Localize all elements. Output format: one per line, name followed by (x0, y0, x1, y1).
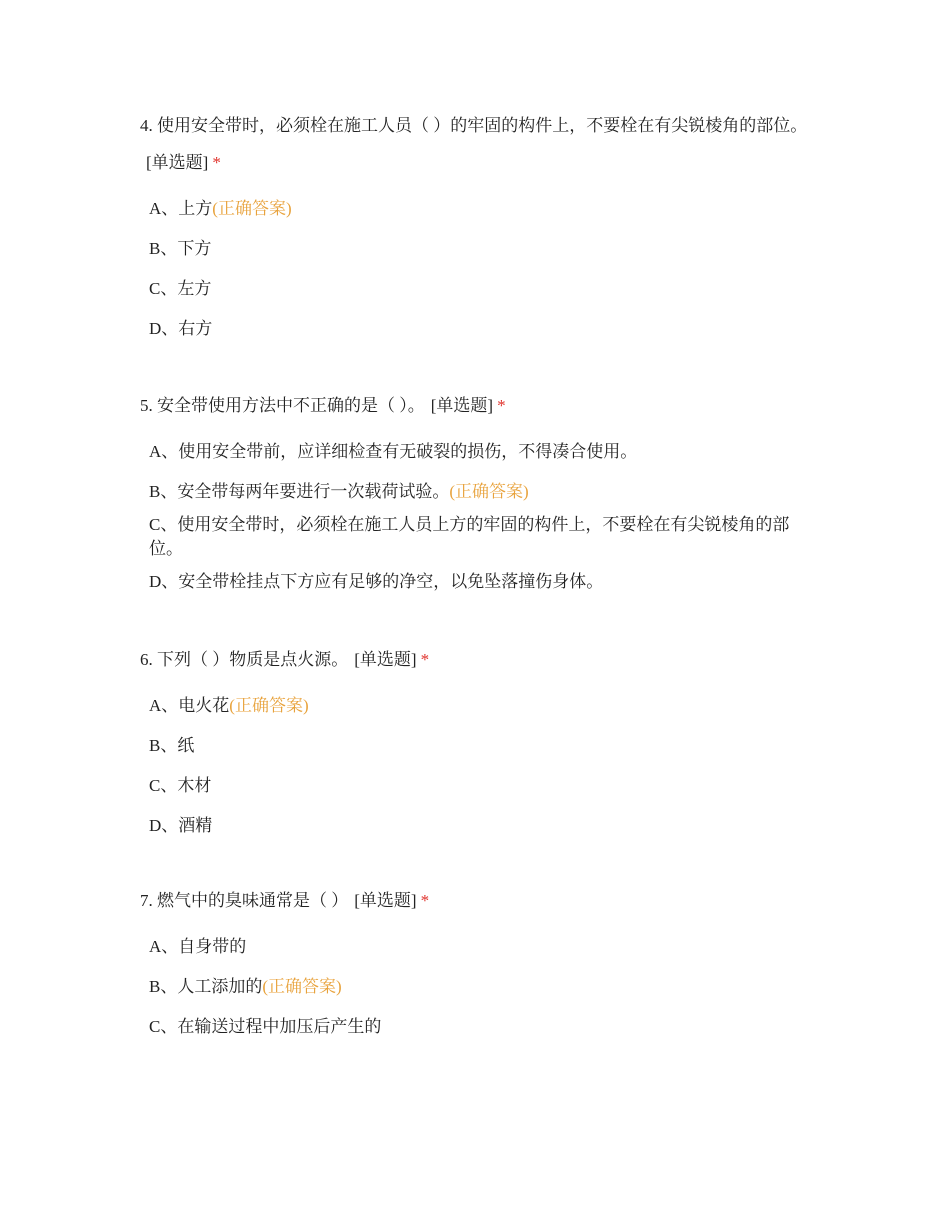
option-b (149, 481, 810, 503)
correct-answer-tag: (正确答案) (449, 482, 529, 501)
option-a (149, 198, 810, 220)
option-list (140, 695, 810, 837)
option-d (149, 815, 810, 837)
option-text: D、右方 (149, 319, 213, 338)
question-7 (140, 882, 810, 1038)
option-b (149, 735, 810, 757)
question-text: 4. 使用安全带时，必须栓在施工人员（ ）的牢固的构件上，不要栓在有尖锐棱角的部位。 (140, 116, 808, 135)
option-d (149, 318, 810, 340)
option-a (149, 936, 810, 958)
correct-answer-tag: (正确答案) (262, 977, 342, 996)
option-text: C、左方 (149, 279, 212, 298)
option-a (149, 695, 810, 717)
question-5 (140, 387, 810, 593)
question-text: 7. 燃气中的臭味通常是（ ） (140, 891, 349, 910)
question-title (140, 882, 810, 919)
option-list (140, 936, 810, 1038)
question-4 (140, 107, 810, 340)
option-b (149, 976, 810, 998)
option-a (149, 441, 810, 463)
option-c (149, 1016, 810, 1038)
question-text: 6. 下列（ ）物质是点火源。 (140, 650, 349, 669)
required-asterisk: * (420, 891, 430, 910)
question-type-label: [单选题] (354, 650, 417, 669)
option-text: B、安全带每两年要进行一次载荷试验。 (149, 482, 450, 501)
question-title (140, 107, 810, 181)
correct-answer-tag: (正确答案) (229, 696, 309, 715)
question-type-label: [单选题] (146, 153, 209, 172)
option-text: A、上方 (149, 199, 213, 218)
option-text: B、下方 (149, 239, 212, 258)
option-c (149, 513, 810, 561)
required-asterisk: * (497, 396, 506, 415)
option-text: B、人工添加的 (149, 977, 263, 996)
option-text: A、电火花 (149, 696, 230, 715)
question-title (140, 387, 810, 424)
option-list (140, 198, 810, 340)
question-type-label: [单选题] (430, 396, 494, 415)
option-text: A、使用安全带前，应详细检查有无破裂的损伤，不得凑合使用。 (149, 442, 638, 461)
question-type-label: [单选题] (354, 891, 417, 910)
question-title (140, 641, 810, 678)
option-text: A、自身带的 (149, 937, 247, 956)
option-b (149, 238, 810, 260)
option-d (149, 571, 810, 593)
question-text: 5. 安全带使用方法中不正确的是（ ）。 (140, 396, 425, 415)
option-text: D、安全带栓挂点下方应有足够的净空，以免坠落撞伤身体。 (149, 572, 604, 591)
option-c (149, 775, 810, 797)
option-text: C、在输送过程中加压后产生的 (149, 1017, 382, 1036)
correct-answer-tag: (正确答案) (212, 199, 292, 218)
required-asterisk: * (420, 650, 430, 669)
option-text: C、木材 (149, 776, 212, 795)
option-c (149, 278, 810, 300)
option-text: C、使用安全带时，必须栓在施工人员上方的牢固的构件上，不要栓在有尖锐棱角的部位。 (149, 515, 790, 558)
option-list (140, 441, 810, 593)
question-6 (140, 641, 810, 837)
required-asterisk: * (212, 153, 221, 172)
option-text: D、酒精 (149, 816, 213, 835)
option-text: B、纸 (149, 736, 195, 755)
